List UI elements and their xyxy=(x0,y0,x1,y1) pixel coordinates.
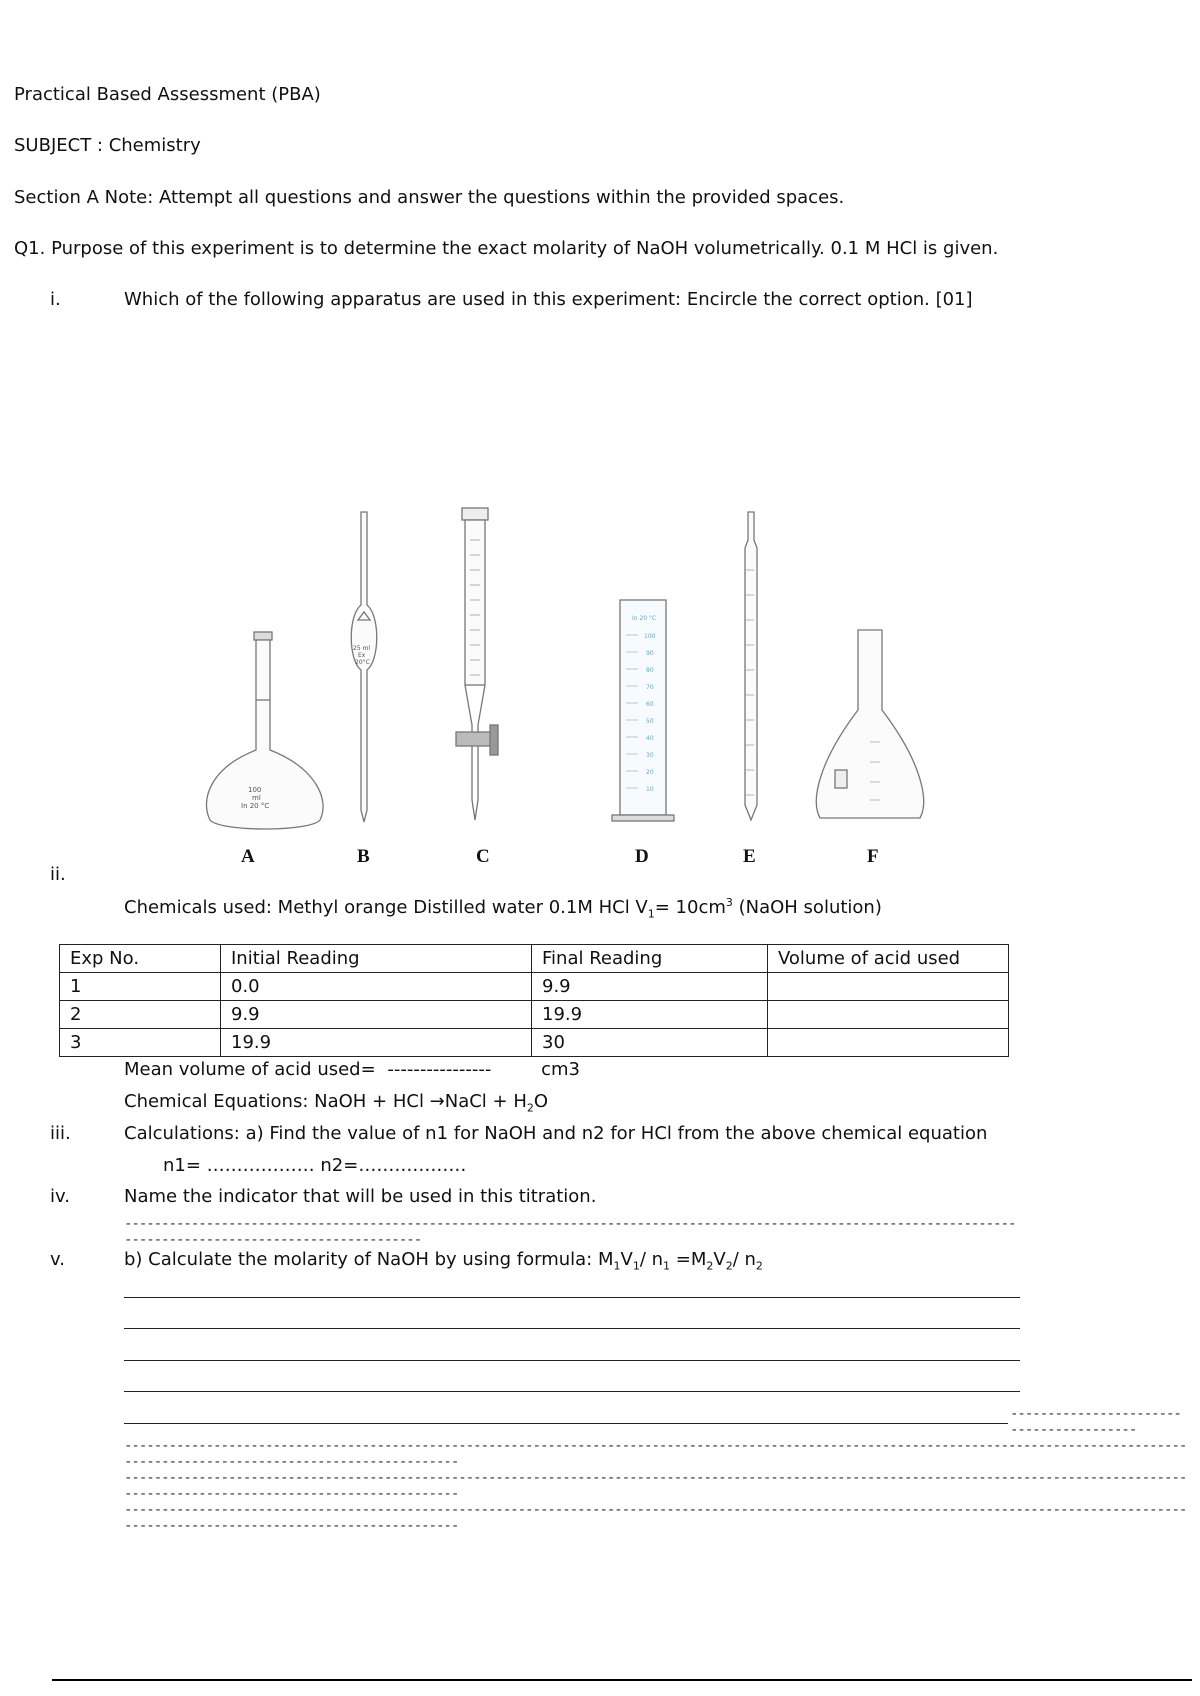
mean-volume-blank[interactable]: ---------------- xyxy=(387,1059,492,1080)
equation-suffix: O xyxy=(533,1091,549,1112)
answer-line[interactable] xyxy=(124,1391,1020,1392)
item-v-text xyxy=(124,1249,763,1273)
apparatus-label-d: D xyxy=(635,846,649,867)
chemicals-text: Chemicals used: Methyl orange Distilled water 0.1M HCl V xyxy=(124,897,648,918)
cylinder-mark-100: 100 xyxy=(644,633,656,640)
formula-v1: V xyxy=(620,1249,633,1270)
flask-marking-1: 100 xyxy=(248,786,262,794)
apparatus-label-c: C xyxy=(476,846,490,867)
formula-sub: 2 xyxy=(755,1259,763,1273)
cell-initial-reading: 0.0 xyxy=(221,973,532,1001)
apparatus-label-f: F xyxy=(867,846,879,867)
titration-readings-table xyxy=(59,944,1009,1057)
footer-rule xyxy=(52,1679,1192,1681)
answer-line[interactable]: -------------------------------------------------------------------------------------------------------------------------------------------------------------------------------------------- xyxy=(124,1438,1187,1470)
answer-line[interactable] xyxy=(124,1360,1020,1361)
cylinder-mark-label: In 20 °C xyxy=(632,615,657,622)
cell-initial-reading: 19.9 xyxy=(221,1029,532,1057)
formula-n2: / n xyxy=(732,1249,756,1270)
equation-text: Chemical Equations: NaOH + HCl →NaCl + H xyxy=(124,1091,527,1112)
mean-volume-line xyxy=(124,1059,580,1080)
equation-subscript: 2 xyxy=(526,1101,534,1115)
formula-v2: V xyxy=(713,1249,726,1270)
volumetric-flask-icon xyxy=(206,632,323,829)
section-note: Section A Note: Attempt all questions and answer the questions within the provided spaces. xyxy=(14,187,845,208)
item-numeral-ii: ii. xyxy=(50,864,66,885)
formula-sub: 2 xyxy=(725,1259,733,1273)
formula-sub: 1 xyxy=(613,1259,621,1273)
answer-line[interactable]: -------------------------------------------------------------------------------------------------------------------------------------------------------------------------------------------- xyxy=(124,1502,1187,1534)
cylinder-mark-30: 30 xyxy=(646,752,654,759)
volumetric-pipette-icon xyxy=(351,512,377,822)
header-exp-no: Exp No. xyxy=(60,945,221,973)
item-numeral-v: v. xyxy=(50,1249,65,1270)
chemicals-subscript: 1 xyxy=(647,907,655,921)
item-iv-text: Name the indicator that will be used in this titration. xyxy=(124,1186,597,1207)
apparatus-illustration xyxy=(180,500,980,870)
chemicals-superscript: 3 xyxy=(725,896,733,909)
apparatus-label-e: E xyxy=(743,846,756,867)
answer-line[interactable] xyxy=(124,1297,1020,1298)
apparatus-label-b: B xyxy=(357,846,370,867)
header-initial-reading: Initial Reading xyxy=(221,945,532,973)
flask-marking-2: ml xyxy=(252,794,261,802)
cylinder-mark-70: 70 xyxy=(646,684,654,691)
apparatus-label-a: A xyxy=(241,846,255,867)
formula-n1: / n xyxy=(639,1249,664,1270)
formula-sub: 1 xyxy=(632,1259,640,1273)
cell-exp-no: 1 xyxy=(60,973,221,1001)
cell-volume-used[interactable] xyxy=(768,1001,1009,1029)
item-iii-text: Calculations: a) Find the value of n1 for NaOH and n2 for HCl from the above chemical equation xyxy=(124,1123,988,1144)
answer-line[interactable]: ---------------------------------------- xyxy=(1010,1406,1181,1438)
n-values-line[interactable]: n1= ……………… n2=……………… xyxy=(163,1155,467,1176)
cylinder-mark-40: 40 xyxy=(646,735,654,742)
answer-line[interactable] xyxy=(124,1423,1008,1424)
pipette-marking-3: 20°C xyxy=(355,659,370,666)
mean-volume-unit: cm3 xyxy=(541,1059,580,1080)
cell-final-reading: 9.9 xyxy=(532,973,768,1001)
cell-exp-no: 2 xyxy=(60,1001,221,1029)
burette-icon xyxy=(456,508,498,820)
table-row xyxy=(60,973,1009,1001)
header-final-reading: Final Reading xyxy=(532,945,768,973)
formula-sub: 2 xyxy=(706,1259,714,1273)
cell-volume-used[interactable] xyxy=(768,973,1009,1001)
chemicals-end: (NaOH solution) xyxy=(732,897,882,918)
table-row xyxy=(60,1001,1009,1029)
answer-line[interactable] xyxy=(124,1328,1020,1329)
item-numeral-iii: iii. xyxy=(50,1123,71,1144)
answer-line[interactable]: -------------------------------------------------------------------------------------------------------------------------------------------------------------------------------------------- xyxy=(124,1470,1187,1502)
table-row xyxy=(60,1029,1009,1057)
chemical-equation xyxy=(124,1091,548,1115)
document-title: Practical Based Assessment (PBA) xyxy=(14,84,321,105)
formula-sub: 1 xyxy=(663,1259,671,1273)
question-1-text: Q1. Purpose of this experiment is to determine the exact molarity of NaOH volumetrically. 0.1 M HCl is given. xyxy=(14,238,999,259)
chemicals-used-text xyxy=(124,896,882,921)
table-header-row xyxy=(60,945,1009,973)
erlenmeyer-flask-icon xyxy=(816,630,923,818)
subject-line: SUBJECT : Chemistry xyxy=(14,135,201,156)
item-i-text: Which of the following apparatus are used in this experiment: Encircle the correct option. [01] xyxy=(124,289,973,310)
item-numeral-iv: iv. xyxy=(50,1186,70,1207)
pipette-marking-2: Ex xyxy=(358,652,366,659)
cylinder-mark-80: 80 xyxy=(646,667,654,674)
cylinder-mark-20: 20 xyxy=(646,769,654,776)
chemicals-volume: = 10cm xyxy=(654,897,726,918)
cylinder-mark-60: 60 xyxy=(646,701,654,708)
indicator-answer-line[interactable]: ---------------------------------------------------------------------------------------------------------------------------------------------------------------- xyxy=(124,1216,1016,1248)
graduated-cylinder-icon xyxy=(612,600,674,821)
cell-final-reading: 19.9 xyxy=(532,1001,768,1029)
formula-text: b) Calculate the molarity of NaOH by using formula: M xyxy=(124,1249,614,1270)
header-volume-of-acid: Volume of acid used xyxy=(768,945,1009,973)
cylinder-mark-10: 10 xyxy=(646,786,654,793)
flask-marking-3: In 20 °C xyxy=(241,802,270,810)
item-numeral-i: i. xyxy=(50,289,61,310)
formula-m2: =M xyxy=(670,1249,707,1270)
graduated-pipette-icon xyxy=(745,512,757,820)
mean-volume-label: Mean volume of acid used= xyxy=(124,1059,376,1080)
cell-initial-reading: 9.9 xyxy=(221,1001,532,1029)
cell-volume-used[interactable] xyxy=(768,1029,1009,1057)
cylinder-mark-90: 90 xyxy=(646,650,654,657)
cell-final-reading: 30 xyxy=(532,1029,768,1057)
cell-exp-no: 3 xyxy=(60,1029,221,1057)
cylinder-mark-50: 50 xyxy=(646,718,654,725)
pipette-marking-1: 25 ml xyxy=(353,645,371,652)
